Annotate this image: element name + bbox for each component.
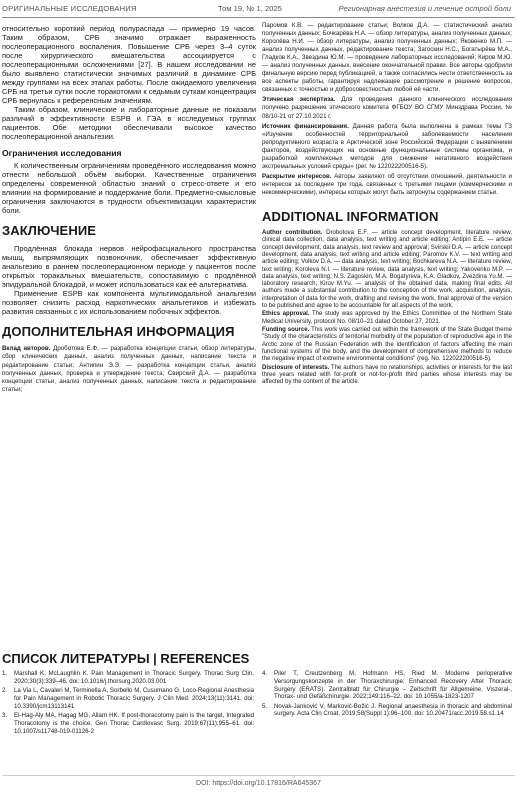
limitations-text: К количественным ограничениям проведённого исследования можно отнести небольшой объём выборки. Качественные ограничения определены современной областью знаний о стресс-ответе и его влиянии на формирование и поддержание боли. Предметно-смысловые ограничения заключаются в трудности объективизации характеристик боли.: [2, 161, 256, 216]
body-paragraph: относительно короткий период полураспада — примерно 19 часов. Таким образом, СРБ значимо отражает выраженность послеоперационного воспаления. Повышение СРБ через 3–4 суток после хирургического вмешательства ассоциируется с послеоперационными осложнениями [27]. В нашем исследовании не было выявлено статистически значимых различий в динамике СРБ между группами на всех этапах работы. После ожидаемого увеличения СРБ на третьи сутки после торакотомии к седьмым суткам концентрация СРБ вернулась к референсным значениям.: [2, 24, 256, 106]
ethics-en: [262, 311, 512, 326]
right-column: [262, 22, 512, 387]
coi-text: Авторы заявляют об отсутствии отношений, деятельности и интересов за последние три года, связанных с третьими лицами (коммерческими и некоммерческими), интересы которых могут быть затронуты содержанием статьи.: [262, 172, 512, 196]
reference-number: 3.: [2, 711, 8, 719]
additional-info-heading: ДОПОЛНИТЕЛЬНАЯ ИНФОРМАЦИЯ: [2, 324, 235, 340]
reference-text: El-Hag-Aly MA, Hagag MG, Allam HK. If post-thoracotomy pain is the target, Integrated Thoracotomy is the choice. Gen Thorac Cardiovasc Surg. 2019;67(11):955–61. doi: 10.1007/s11748-019-01126-2: [14, 711, 254, 735]
reference-number: 1.: [2, 670, 8, 677]
doi-link[interactable]: DOI: https://doi.org/10.17816/RA645367: [196, 780, 321, 787]
additional-info-heading-en: ADDITIONAL INFORMATION: [262, 208, 439, 224]
conclusion-paragraph: Продлённая блокада нервов нейрофасциального пространства мышц, выпрямляющих позвоночник, обеспечивает эффективную анальгезию в раннем послеоперационном периоде у пациентов после открытых торакальных вмешательств, сопоставимую с продлённой эпидуральной блокадой, и может использоваться как её альтернатива.: [2, 244, 256, 290]
limitations-heading: Ограничения исследования: [2, 148, 122, 159]
funding-ru: [262, 123, 512, 171]
body-paragraph: Таким образом, клинические и лабораторные данные не показали различий в эффективности ESPB и ГЭА в исследуемых группах пациентов. Обе методики обеспечивали высокое качество послеоперационной анальгезии.: [2, 105, 256, 142]
reference-number: 4.: [262, 670, 268, 677]
reference-item: [2, 670, 254, 686]
en-coi-text: The authors have no relationships, activities or interests for the last three years related with for-profit or not-for-profit third parties whose interests may be affected by the content of the article.: [262, 364, 512, 386]
conclusion-heading: ЗАКЛЮЧЕНИЕ: [2, 223, 97, 239]
ethics-label: Этическая экспертиза.: [262, 96, 336, 104]
contrib-text: Дроботова Е.Ф. — разработка концепции статьи, обзор литературы, сбор клинических данных, анализ полученных данных, написание текста и редактирование статьи; Антипин Э.Э. — разработка концепции статьи, анализ полученных данных, проверка и утверждение текста; Свирский Д.А. — разработка концепции статьи, анализ полученных данных, написание текста и редактирование статьи;: [2, 345, 256, 393]
volume-label: Том 19, № 1, 2025: [218, 4, 282, 13]
reference-item: [2, 712, 254, 735]
reference-item: [262, 670, 512, 701]
header-rule: [2, 17, 515, 18]
coi-label: Раскрытие интересов.: [262, 172, 332, 180]
contrib-label: Вклад авторов.: [2, 345, 51, 353]
coi-ru: [262, 173, 512, 197]
references-left: [2, 670, 254, 737]
reference-text: Piler T, Creutzenberg M, Hofmann HS, Ried M. Moderne perioperative Versorgungskonzepte in der Thoraxchirurgie: Enhanced Recovery After Thoracic Surgery (ERATS). Zentralblatt für Chirurgie – Zeitschrift für Allgemeine, Viszeral-, Thorax- und Gefäßchirurgie. 2022;149:116–22. doi: 10.1055/a-1823-1207: [274, 670, 512, 701]
references-heading: СПИСОК ЛИТЕРАТУРЫ | REFERENCES: [2, 651, 250, 666]
reference-text: La Via L, Cavaleri M, Terminella A, Sorbello M, Cusumano G. Loco-Regional Anesthesia for Pain Management in Robotic Thoracic Surgery. J Clin Med. 2024;13(11):3141. doi: 10.3390/jcm13113141: [14, 687, 254, 710]
reference-text: Novak-Janković V, Marković-Božić J. Regional anaesthesia in thoracic and abdominal surgery. Acta Clin Croat. 2019;58(Suppl 1):96–100. doi: 10.20471/acc.2019.58.s1.14: [274, 702, 512, 718]
en-ethics-label: Ethics approval.: [262, 311, 310, 318]
left-column: [2, 24, 256, 394]
footer-rule: [2, 775, 515, 776]
coi-en: [262, 365, 512, 387]
reference-text: Marshall K, McLaughlin K. Pain Management in Thoracic Surgery. Thorac Surg Clin. 2020;30(3):339–46. doi: 10.1016/j.thorsurg.2020.03.001: [14, 670, 254, 685]
conclusion-paragraph: Применение ESPB как компонента мультимодальной анальгезии позволяет снизить расход наркотических анальгетиков и избежать развития связанных с их использованием побочных эффектов.: [2, 289, 256, 317]
funding-text: Данная работа была выполнена в рамках темы ГЗ «Изучение особенностей территориальной заболеваемости населения репродуктивного возраста в Арктической зоне Российской Федерации с выявлением факторов, воздействующих на основные функциональные системы организма, и разработкой комплексных методов для снижения негативного воздействия экстремальных условий среды» (рег. № 122022200516-5).: [262, 122, 512, 170]
author-contribution-en: [262, 230, 512, 310]
reference-item: [262, 703, 512, 719]
reference-number: 5.: [262, 702, 268, 710]
section-label: ОРИГИНАЛЬНЫЕ ИССЛЕДОВАНИЯ: [2, 4, 137, 13]
funding-en: [262, 327, 512, 364]
ethics-ru: [262, 96, 512, 120]
en-funding-text: This work was carried out within the framework of the State Budget theme "Study of the characteristics of territorial morbidity of the population of reproductive age in the Arctic zone of the Russian Federation with the identification of factors affecting the main functional systems of the body, and the development of comprehensive methods to reduce the negative impact of extreme environmental conditions" (reg. No. 122022200516-5).: [262, 327, 512, 363]
en-contrib-text: Drobotova E.F. — article concept development, literature review, clinical data collection, data analysis, text writing and article editing; Antipin E.E. — article concept development, data analysis, text review and approval; Svirskii D.A. — article concept development, data analysis, text writing and article editing; Paromov K.V. — text writing and article editing; Volkov D.A. — data analysis, text writing; Bochkareva N.A. — literature review, text writing; Koroleva N.I. — literature review, data analysis, text writing; Yakovenko M.P. — data analysis, text writing; N.S. Zagoskin, M.A. Bogatyreva, K.A. Gladkov, Zvezdina Yu.M. — laboratory research; Kirov M.Yu. — analysis of the obtained data, making final edits. All authors made a substantial contribution to the conception of the work, acquisition, analysis, interpretation of data for the work, drafting and revising the work, final approval of the version to be published and agree to be accountable for all aspects of the work.: [262, 229, 512, 310]
journal-title: Регионарная анестезия и лечение острой боли: [338, 4, 511, 13]
en-coi-label: Disclosure of interests.: [262, 364, 330, 371]
reference-item: [2, 687, 254, 710]
funding-label: Источник финансирования.: [262, 122, 349, 130]
author-contribution-ru: [2, 345, 256, 393]
page-header: [0, 0, 517, 17]
ethics-text: Для проведения данного клинического исследования получено разрешение этического комитета ФГБОУ ВО СГМУ Минздрава России, № 08/10-21 от 27.10.2021 г.: [262, 96, 512, 120]
en-funding-label: Funding source.: [262, 327, 310, 334]
references-right: [262, 670, 512, 720]
en-ethics-text: The study was approved by the Ethics Committee of the Northern State Medical University, protocol No. 08/10–21 dated October 27, 2021.: [262, 311, 512, 325]
en-contrib-label: Author contribution.: [262, 229, 323, 236]
author-contribution-ru-cont: Паромов К.В. — редактирование статьи; Волков Д.А. — статистический анализ полученных данных; Бочкарёва Н.А. — обзор литературы, анализ полученных данных; Королёва Н.И. — обзор литературы, анализ полученных данных; Яковенко М.П. — анализ полученных данных, редактирование текста; Загоскин Н.С., Богатырёва М.А., Гладков К.А., Звездина Ю.М. — проведение лабораторных исследований; Киров М.Ю. — анализ полученных данных, внесение окончательной правки. Все авторы одобрили финальную версию перед публикацией, а также согласились нести ответственность за все аспекты работы, гарантируя надлежащее рассмотрение и решение вопросов, связанных с точностью и добросовестностью любой её части.: [262, 22, 512, 94]
reference-number: 2.: [2, 687, 8, 695]
